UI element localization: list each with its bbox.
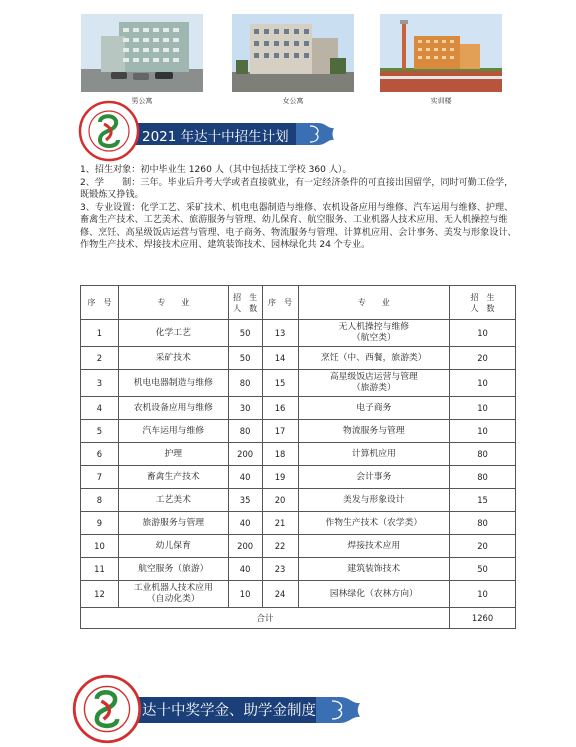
row-number: 3 [81,370,119,397]
header-count: 招 生 人 数 [450,286,516,320]
total-value: 1260 [450,608,516,629]
header-count: 招 生 人 数 [228,286,262,320]
enrollment-count: 40 [228,558,262,581]
major-name: 烹饪（中、西餐，旅游类） [298,347,450,370]
major-name: 采矿技术 [118,347,228,370]
table-row [81,581,516,608]
major-name: 航空服务（旅游） [118,558,228,581]
major-name: 化学工艺 [118,320,228,347]
major-name: 物流服务与管理 [298,420,450,443]
major-name: 焊接技术应用 [298,535,450,558]
row-number: 1 [81,320,119,347]
major-name: 计算机应用 [298,443,450,466]
major-name: 农机设备应用与维修 [118,397,228,420]
row-number: 9 [81,512,119,535]
row-number: 15 [262,370,298,397]
table-row [81,320,516,347]
enrollment-count: 10 [450,420,516,443]
table-row [81,420,516,443]
row-number: 14 [262,347,298,370]
enrollment-count: 10 [450,370,516,397]
enrollment-table [80,285,516,629]
major-name: 机电电器制造与维修 [118,370,228,397]
info-item: 3、专业设置：化学工艺、采矿技术、机电电器制造与维修、农机设备应用与维修、汽车运用与维修、护理、畜禽生产技术、工艺美术、旅游服务与管理、幼儿保育、航空服务、工业机器人技术应用、无人机操控与维修、烹饪、高星级饭店运营与管理、电子商务、物流服务与管理、计算机应用、会计事务、美发与形象设计、作物生产技术、焊接技术应用、建筑装饰技术、园林绿化共 24 个专业。 [80,202,517,250]
major-name: 畜禽生产技术 [118,466,228,489]
row-number: 2 [81,347,119,370]
table-row [81,489,516,512]
photo-training-building [380,14,502,92]
table-row [81,397,516,420]
header-no: 序 号 [81,286,119,320]
school-logo-icon [78,100,140,162]
info-item: 2、学 制：三年。毕业后升考大学或者直接就业，有一定经济条件的可直接出国留学，同时可勤工俭学，既锻炼又挣钱。 [80,177,514,200]
major-name: 作物生产技术（农学类） [298,512,450,535]
row-number: 7 [81,466,119,489]
row-number: 18 [262,443,298,466]
table-header-row [81,286,516,320]
row-number: 24 [262,581,298,608]
enrollment-count: 50 [228,347,262,370]
header-no: 序 号 [262,286,298,320]
enrollment-count: 80 [450,512,516,535]
row-number: 19 [262,466,298,489]
row-number: 20 [262,489,298,512]
major-name: 工艺美术 [118,489,228,512]
info-section [80,164,520,252]
row-number: 4 [81,397,119,420]
banner-title-1: 2021 年达十中招生计划 [142,129,289,145]
table-row [81,443,516,466]
table-row [81,535,516,558]
major-name: 幼儿保育 [118,535,228,558]
enrollment-count: 30 [228,397,262,420]
major-name: 建筑装饰技术 [298,558,450,581]
major-name: 旅游服务与管理 [118,512,228,535]
enrollment-count: 80 [450,466,516,489]
table-total-row [81,608,516,629]
row-number: 22 [262,535,298,558]
table-row [81,512,516,535]
table-row [81,370,516,397]
photo-caption: 女公寓 [282,97,304,105]
major-name: 工业机器人技术应用 （自动化类） [118,581,228,608]
row-number: 23 [262,558,298,581]
row-number: 12 [81,581,119,608]
building-photo-icon [380,14,502,92]
row-number: 13 [262,320,298,347]
major-name: 护理 [118,443,228,466]
photo-caption: 实训楼 [430,97,452,105]
enrollment-count: 15 [450,489,516,512]
enrollment-count: 80 [450,443,516,466]
major-name: 高星级饭店运营与管理 （旅游类） [298,370,450,397]
major-name: 会计事务 [298,466,450,489]
enrollment-count: 10 [450,397,516,420]
table-row [81,558,516,581]
major-name: 园林绿化（农林方向） [298,581,450,608]
total-label: 合计 [81,608,450,629]
table-row [81,466,516,489]
enrollment-count: 10 [450,320,516,347]
enrollment-count: 80 [228,420,262,443]
info-item: 1、招生对象：初中毕业生 1260 人（其中包括技工学校 360 人）。 [80,165,352,175]
enrollment-count: 35 [228,489,262,512]
photo-caption: 男公寓 [131,97,153,105]
row-number: 11 [81,558,119,581]
row-number: 17 [262,420,298,443]
row-number: 16 [262,397,298,420]
school-logo-icon [72,674,142,744]
row-number: 6 [81,443,119,466]
enrollment-count: 50 [228,320,262,347]
row-number: 21 [262,512,298,535]
enrollment-count: 200 [228,535,262,558]
header-major: 专 业 [118,286,228,320]
photo-male-dorm [81,14,203,92]
photo-female-dorm [232,14,354,92]
banner-title-2: 达十中奖学金、助学金制度 [142,703,316,719]
row-number: 10 [81,535,119,558]
enrollment-count: 10 [450,581,516,608]
major-name: 美发与形象设计 [298,489,450,512]
enrollment-count: 10 [228,581,262,608]
row-number: 8 [81,489,119,512]
enrollment-count: 20 [450,535,516,558]
enrollment-count: 40 [228,466,262,489]
building-photo-icon [81,14,203,92]
major-name: 无人机操控与维修 （航空类） [298,320,450,347]
header-major: 专 业 [298,286,450,320]
enrollment-count: 200 [228,443,262,466]
major-name: 汽车运用与维修 [118,420,228,443]
building-photo-icon [232,14,354,92]
enrollment-count: 80 [228,370,262,397]
enrollment-count: 40 [228,512,262,535]
table-row [81,347,516,370]
enrollment-count: 20 [450,347,516,370]
major-name: 电子商务 [298,397,450,420]
row-number: 5 [81,420,119,443]
enrollment-count: 50 [450,558,516,581]
